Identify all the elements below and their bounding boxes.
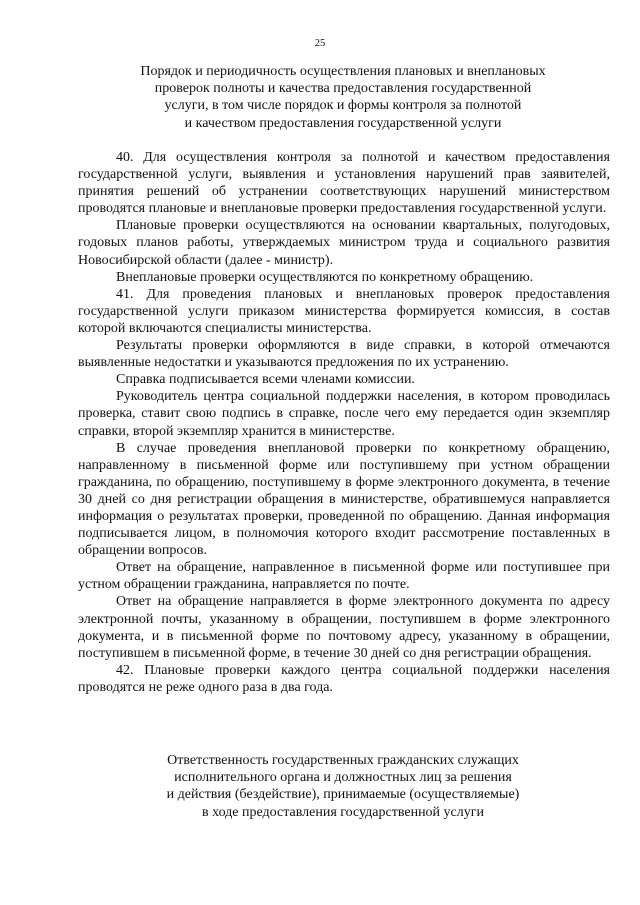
heading-line: услуги, в том числе порядок и формы контроля за полнотой <box>164 98 522 114</box>
heading-line: и действия (бездействие), принимаемые (осуществляемые) <box>166 787 520 803</box>
heading-line: и качеством предоставления государственной услуги <box>184 115 502 131</box>
paragraph-40: 40. Для осуществления контроля за полнотой и качеством предоставления государственной услуги, выявления и установления нарушений прав заявителей, принятия решений об устранении соответствующих нарушений министерством проводятся плановые и внеплановые проверки предоставления государственной услуги. <box>78 150 610 217</box>
paragraph-42: 42. Плановые проверки каждого центра социальной поддержки населения проводятся не реже одного раза в два года. <box>78 662 610 695</box>
body-text <box>78 149 610 696</box>
heading-line: исполнительного органа и должностных лиц за решения <box>174 770 512 786</box>
paragraph-unplanned-inspections: Внеплановые проверки осуществляются по конкретному обращению. <box>116 269 534 285</box>
section-heading-inspections <box>120 63 566 132</box>
paragraph-unplanned-appeal: В случае проведения внеплановой проверки по конкретному обращению, направленному в письменной форме или поступившему при устном обращении гражданина, по обращению, поступившему в форме электронного документа, в течение 30 дней со дня регистрации обращения в министерстве, обратившемуся направляется информация о результатах проверки, проведенной по обращению. Данная информация подписывается лицом, в полномочия которого входит рассмотрение поставленных в обращении вопросов. <box>78 440 610 559</box>
paragraph-reply-electronic: Ответ на обращение направляется в форме электронного документа по адресу электронной почты, указанному в обращении, поступившем в форме электронного документа, и в письменной форме по почтовому адресу, указанному в обращении, поступившем в письменной форме, в течение 30 дней со дня регистрации обращения. <box>78 594 610 661</box>
paragraph-center-head: Руководитель центра социальной поддержки населения, в котором проводилась проверка, ставит свою подпись в справке, после чего ему передается один экземпляр справки, второй экземпляр хранится в министерстве. <box>78 389 610 439</box>
paragraph-planned-inspections: Плановые проверки осуществляются на основании квартальных, полугодовых, годовых планов работы, утверждаемых министром труда и социального развития Новосибирской области (далее - министр). <box>78 218 610 268</box>
page-number: 25 <box>314 38 326 49</box>
paragraph-reply-by-mail: Ответ на обращение, направленное в письменной форме или поступившее при устном обращении гражданина, направляется по почте. <box>78 560 610 593</box>
heading-line: проверок полноты и качества предоставления государственной <box>154 81 532 97</box>
paragraph-inspection-results: Результаты проверки оформляются в виде справки, в которой отмечаются выявленные недостатки и указываются предложения по их устранению. <box>78 338 610 371</box>
heading-line: Ответственность государственных гражданских служащих <box>167 753 519 768</box>
paragraph-41: 41. Для проведения плановых и внеплановых проверок предоставления государственной услуги приказом министерства формируется комиссия, в состав которой включаются специалисты министерства. <box>78 286 610 336</box>
paragraph-certificate-signing: Справка подписывается всеми членами комиссии. <box>116 372 415 388</box>
heading-line: в ходе предоставления государственной услуги <box>202 804 484 820</box>
section-heading-responsibility <box>120 752 566 821</box>
heading-line: Порядок и периодичность осуществления плановых и внеплановых <box>140 64 546 79</box>
